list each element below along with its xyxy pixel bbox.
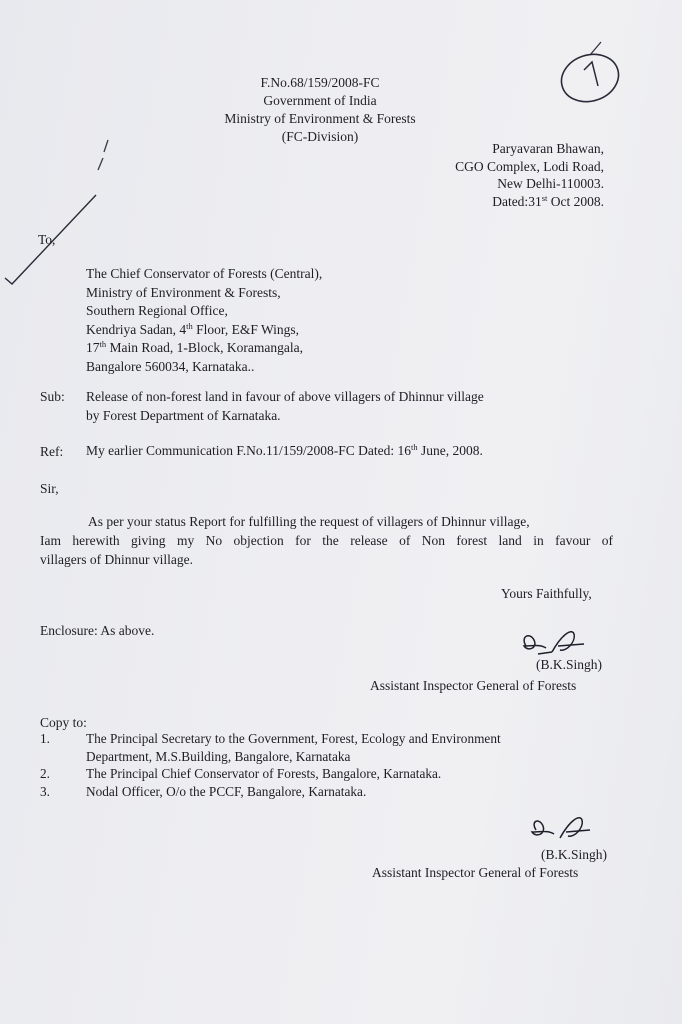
signatory-name: (B.K.Singh) (536, 657, 603, 672)
enclosure: Enclosure: As above. (40, 623, 155, 638)
address-city: New Delhi-110003. (497, 176, 604, 191)
copy-item-continued: Department, M.S.Building, Bangalore, Karnataka (86, 748, 351, 764)
circled-number-glyph (584, 62, 598, 86)
address-building: Paryavaran Bhawan, (492, 141, 604, 156)
recipient-address (86, 265, 322, 377)
subject-text: Release of non-forest land in favour of above villagers of Dhinnur village by Forest Department of Karnataka. (86, 389, 484, 423)
recipient-line: Southern Regional Office, (86, 303, 228, 319)
salutation: Sir, (40, 481, 59, 496)
reference-label: Ref: (40, 444, 64, 459)
body-line: villagers of Dhinnur village. (40, 552, 193, 567)
copy-item: 1. The Principal Secretary to the Government, Forest, Ecology and Environment (40, 731, 501, 746)
recipient-line: The Chief Conservator of Forests (Central), (86, 266, 323, 281)
recipient-line: Ministry of Environment & Forests, (86, 284, 281, 300)
copy-item: 2. The Principal Chief Conservator of Forests, Bangalore, Karnataka. (40, 766, 442, 781)
subject-label: Sub: (40, 389, 65, 404)
signatory2-title: Assistant Inspector General of Forests (372, 865, 579, 880)
sender-address (420, 140, 604, 210)
letter-date: Dated:31st Oct 2008. (492, 192, 604, 209)
file-number: F.No.68/159/2008-FC (260, 75, 380, 90)
recipient-line: Bangalore 560034, Karnataka.. (86, 358, 255, 374)
ministry-name: Ministry of Environment & Forests (224, 111, 416, 126)
recipient-line: 17th Main Road, 1-Block, Koramangala, (86, 339, 303, 356)
signatory2-name: (B.K.Singh) (541, 847, 608, 862)
signatory-title: Assistant Inspector General of Forests (370, 678, 577, 693)
body-line: Iam herewith giving my No objection for the release of Non forest land in favour of (40, 533, 613, 548)
government-name: Government of India (263, 93, 377, 108)
division-name: (FC-Division) (281, 129, 359, 144)
copy-to-label: Copy to: (40, 715, 87, 730)
copy-item: 3. Nodal Officer, O/o the PCCF, Bangalore, Karnataka. (40, 783, 367, 799)
reference-text: My earlier Communication F.No.11/159/2008-FC Dated: 16th June, 2008. (86, 442, 483, 458)
closing: Yours Faithfully, (501, 586, 592, 601)
body-line: As per your status Report for fulfilling the request of villagers of Dhinnur village, (88, 514, 530, 529)
recipient-line: Kendriya Sadan, 4th Floor, E&F Wings, (86, 320, 300, 337)
address-complex: CGO Complex, Lodi Road, (455, 158, 604, 174)
to-label: To, (38, 232, 56, 247)
signature-1 (524, 632, 584, 654)
circle-mark (555, 47, 624, 109)
signature-2 (532, 818, 590, 838)
letter-header (205, 74, 435, 146)
copy-to-list (40, 730, 501, 800)
circled-number (584, 60, 585, 61)
body-paragraph (40, 512, 613, 569)
